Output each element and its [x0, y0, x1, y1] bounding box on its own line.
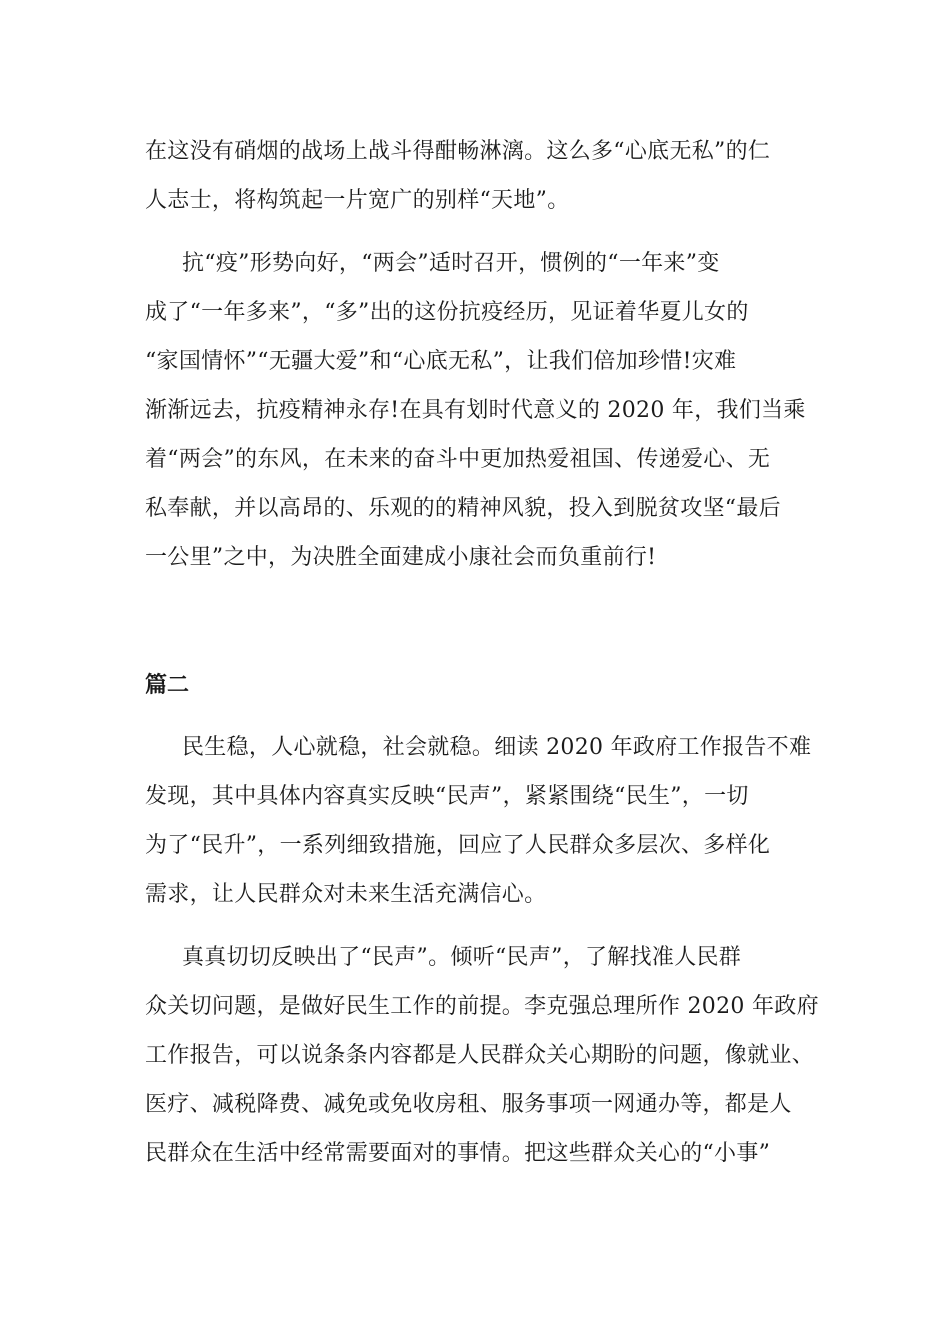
paragraph-line: 渐渐远去，抗疫精神永存!在具有划时代意义的 2020 年，我们当乘 [145, 398, 806, 423]
paragraph-line: 需求，让人民群众对未来生活充满信心。 [145, 882, 547, 907]
paragraph-line: 人志士，将构筑起一片宽广的别样“天地”。 [145, 188, 570, 213]
paragraph-line: 工作报告，可以说条条内容都是人民群众关心期盼的问题，像就业、 [145, 1043, 815, 1068]
paragraph-line: “家国情怀”“无疆大爱”和“心底无私”，让我们倍加珍惜!灾难 [145, 349, 737, 374]
paragraph-line: 真真切切反映出了“民声”。倾听“民声”，了解找准人民群 [182, 945, 742, 970]
paragraph-line: 民生稳，人心就稳，社会就稳。细读 2020 年政府工作报告不难 [182, 735, 812, 760]
paragraph-line: 众关切问题，是做好民生工作的前提。李克强总理所作 2020 年政府 [145, 994, 819, 1019]
section-heading: 篇二 [145, 673, 190, 698]
paragraph-line: 私奉献，并以高昂的、乐观的的精神风貌，投入到脱贫攻坚“最后 [145, 496, 781, 521]
paragraph-line: 医疗、减税降费、减免或免收房租、服务事项一网通办等，都是人 [145, 1092, 792, 1117]
paragraph-line: 在这没有硝烟的战场上战斗得酣畅淋漓。这么多“心底无私”的仁 [145, 139, 771, 164]
paragraph-line: 发现，其中具体内容真实反映“民声”，紧紧围绕“民生”，一切 [145, 784, 749, 809]
paragraph-line: 抗“疫”形势向好，“两会”适时召开，惯例的“一年来”变 [182, 251, 720, 276]
paragraph-line: 民群众在生活中经常需要面对的事情。把这些群众关心的“小事” [145, 1141, 771, 1166]
paragraph-line: 为了“民升”，一系列细致措施，回应了人民群众多层次、多样化 [145, 833, 771, 858]
paragraph-line: 一公里”之中，为决胜全面建成小康社会而负重前行! [145, 545, 657, 570]
paragraph-line: 成了“一年多来”，“多”出的这份抗疫经历，见证着华夏儿女的 [145, 300, 749, 325]
paragraph-line: 着“两会”的东风，在未来的奋斗中更加热爱祖国、传递爱心、无 [145, 447, 771, 472]
